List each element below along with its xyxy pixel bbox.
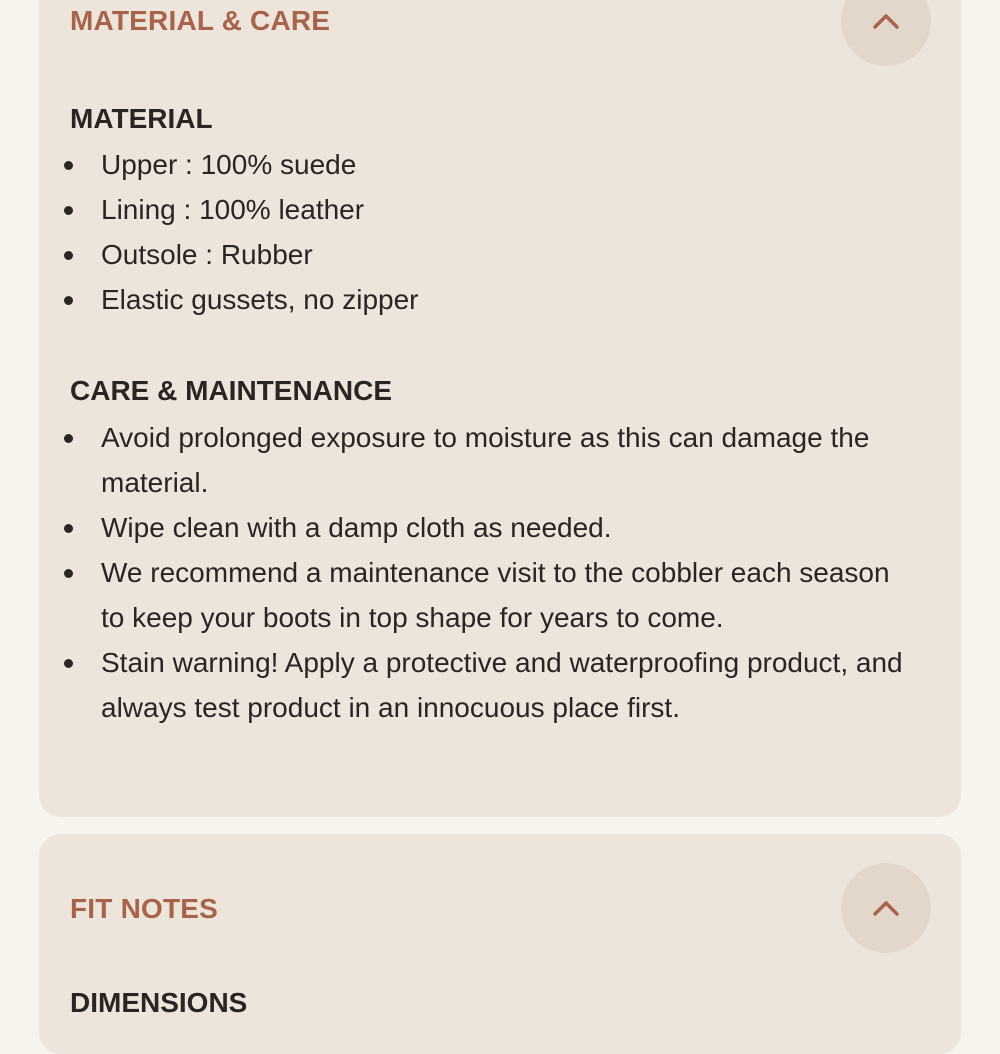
chevron-up-icon	[872, 899, 900, 917]
bullet-icon	[64, 161, 73, 170]
bullet-icon	[64, 251, 73, 260]
list-item: Lining : 100% leather	[70, 187, 920, 232]
dimensions-heading: DIMENSIONS	[70, 987, 248, 1018]
fit-notes-title[interactable]: FIT NOTES	[70, 893, 219, 924]
material-care-accordion	[39, 0, 961, 817]
list-item: Elastic gussets, no zipper	[70, 277, 920, 322]
bullet-icon	[64, 434, 73, 443]
list-item: Upper : 100% suede	[70, 142, 920, 187]
bullet-icon	[64, 206, 73, 215]
fit-notes-toggle-button[interactable]	[841, 863, 931, 953]
bullet-icon	[64, 569, 73, 578]
list-item: Stain warning! Apply a protective and waterproofing product, and always test product in an innocuous place first.	[70, 640, 920, 730]
bullet-icon	[64, 296, 73, 305]
material-heading: MATERIAL	[70, 103, 213, 134]
material-care-title[interactable]: MATERIAL & CARE	[70, 5, 331, 36]
list-item: Outsole : Rubber	[70, 232, 920, 277]
material-list	[70, 142, 920, 322]
list-item: Avoid prolonged exposure to moisture as this can damage the material.	[70, 415, 920, 505]
care-heading: CARE & MAINTENANCE	[70, 375, 392, 406]
list-item: Wipe clean with a damp cloth as needed.	[70, 505, 920, 550]
chevron-up-icon	[872, 12, 900, 30]
bullet-icon	[64, 659, 73, 668]
list-item: We recommend a maintenance visit to the cobbler each season to keep your boots in top shape for years to come.	[70, 550, 920, 640]
care-list	[70, 415, 920, 730]
fit-notes-accordion	[39, 834, 961, 1054]
material-care-toggle-button[interactable]	[841, 0, 931, 66]
bullet-icon	[64, 524, 73, 533]
